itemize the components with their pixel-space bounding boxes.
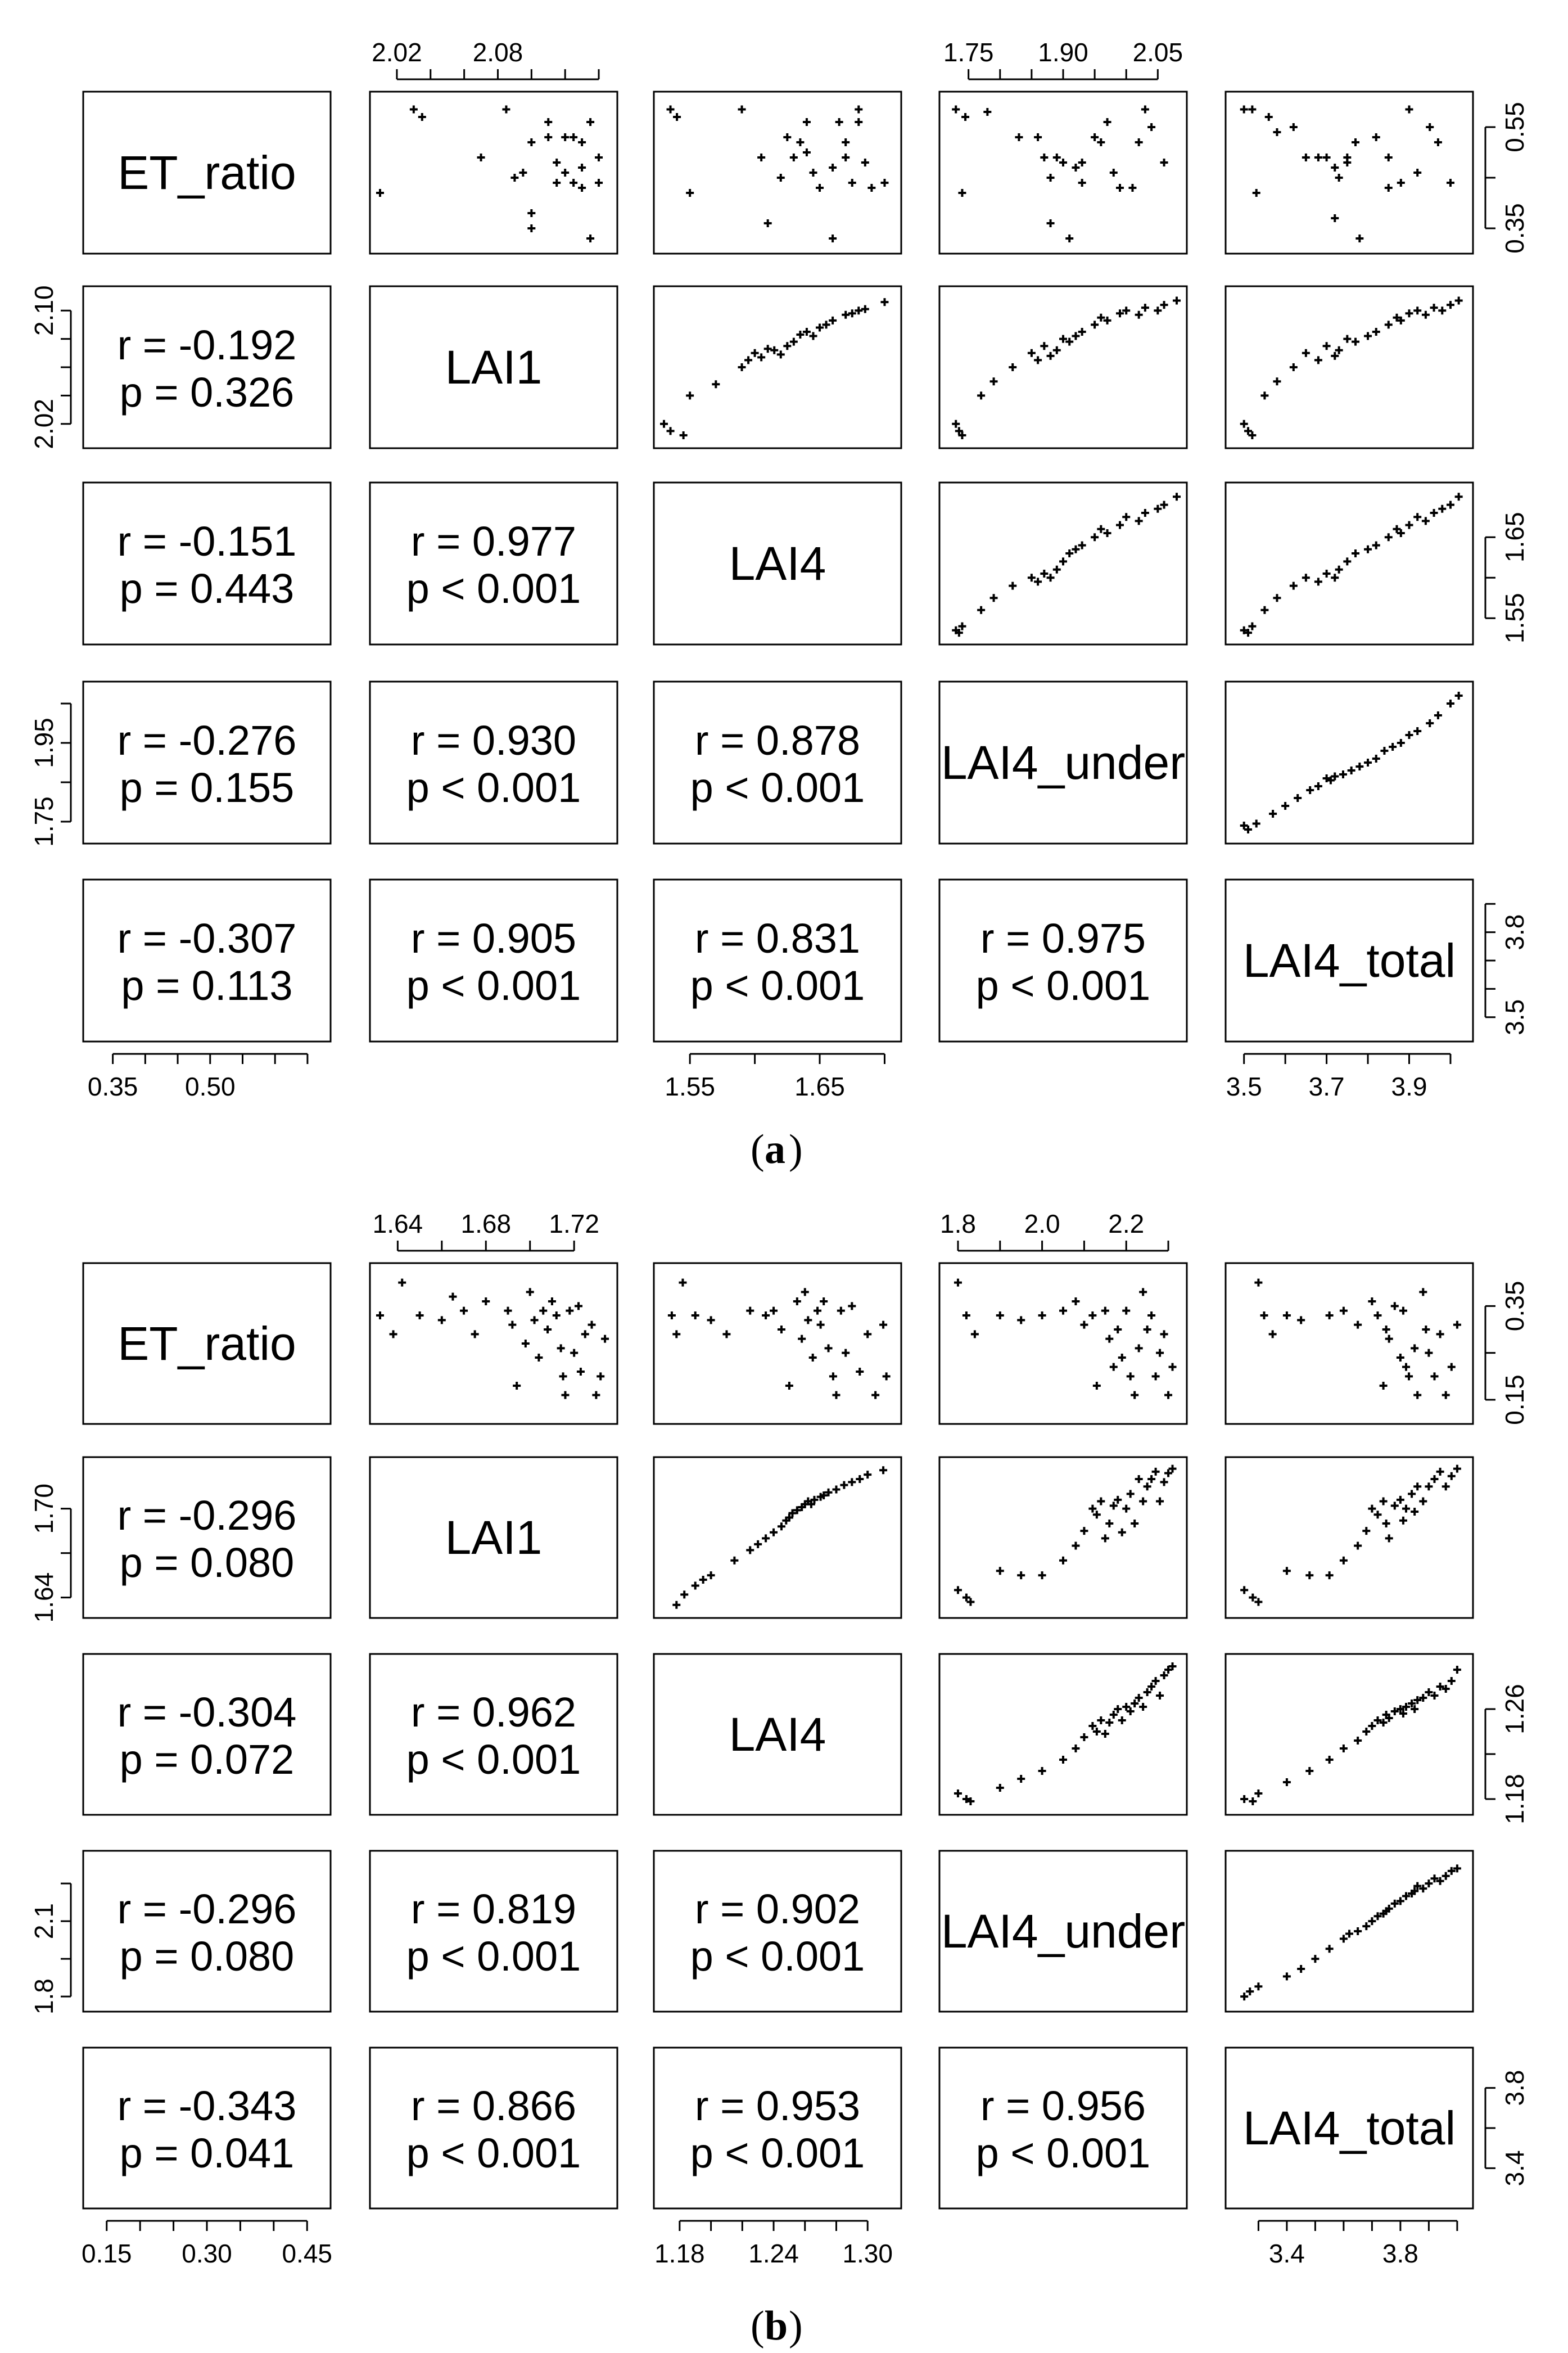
tick-label: 0.15 (1500, 1374, 1529, 1425)
diag-label-lai4-under: LAI4_under (941, 736, 1186, 789)
diag-label-lai1: LAI1 (445, 1511, 543, 1564)
tick-label: 2.10 (29, 285, 58, 336)
diag-label-lai4: LAI4 (729, 537, 826, 590)
tick-label: 0.55 (1500, 102, 1529, 152)
corr-p-text: p < 0.001 (406, 962, 581, 1009)
caption-a-open: ( (751, 1126, 765, 1173)
corr-r-text: r = -0.343 (117, 2082, 297, 2129)
tick-label: 1.90 (1038, 38, 1088, 67)
diag-label-lai4-total: LAI4_total (1242, 934, 1456, 987)
tick-label: 3.8 (1500, 914, 1529, 950)
tick-label: 1.18 (1500, 1774, 1529, 1824)
panel-a-r0-c3 (939, 92, 1187, 254)
corr-p-text: p = 0.155 (119, 764, 295, 811)
corr-r-text: r = 0.977 (410, 518, 577, 565)
tick-label: 3.5 (1500, 999, 1529, 1035)
corr-p-text: p < 0.001 (406, 565, 581, 612)
corr-p-text: p = 0.080 (119, 1933, 295, 1980)
panel-b-r0-c3 (939, 1263, 1187, 1424)
tick-label: 1.24 (748, 2239, 799, 2268)
panel-a-r3-c4 (1226, 682, 1473, 844)
corr-p-text: p = 0.041 (119, 2130, 295, 2176)
tick-label: 2.08 (472, 38, 523, 67)
corr-p-text: p < 0.001 (406, 2130, 581, 2176)
tick-label: 3.8 (1382, 2239, 1418, 2268)
tick-label: 1.95 (29, 718, 58, 768)
diag-label-lai4-under: LAI4_under (941, 1905, 1186, 1958)
tick-label: 0.35 (1500, 1281, 1529, 1332)
corr-r-text: r = -0.307 (117, 915, 297, 962)
tick-label: 1.8 (29, 1978, 58, 2015)
tick-label: 1.75 (29, 796, 58, 847)
panel-b-r0-c2 (654, 1263, 901, 1424)
tick-label: 3.4 (1500, 2150, 1529, 2187)
diag-label-et-ratio: ET_ratio (118, 1317, 296, 1370)
tick-label: 1.72 (549, 1209, 599, 1238)
panel-b-r1-c4 (1226, 1457, 1473, 1618)
tick-label: 2.05 (1132, 38, 1183, 67)
corr-p-text: p = 0.113 (121, 962, 293, 1009)
scatter-matrix-a (29, 38, 1529, 1101)
corr-r-text: r = 0.878 (694, 717, 861, 764)
corr-p-text: p = 0.443 (119, 565, 295, 612)
corr-r-text: r = 0.962 (410, 1689, 577, 1736)
corr-p-text: p = 0.080 (119, 1539, 295, 1586)
corr-p-text: p < 0.001 (406, 764, 581, 811)
diag-label-et-ratio: ET_ratio (118, 146, 296, 199)
caption-b-close: ) (789, 2303, 803, 2349)
tick-label: 3.7 (1308, 1072, 1345, 1101)
corr-r-text: r = 0.905 (410, 915, 577, 962)
diag-label-lai1: LAI1 (445, 341, 543, 394)
panel-b-r2-c4 (1226, 1654, 1473, 1815)
panel-a-r1-c3 (939, 286, 1187, 448)
tick-label: 1.70 (29, 1483, 58, 1534)
scatter-matrix-b (29, 1209, 1529, 2268)
corr-p-text: p = 0.072 (119, 1736, 295, 1783)
panel-a-r0-c1 (370, 92, 617, 254)
tick-label: 1.55 (665, 1072, 715, 1101)
corr-r-text: r = -0.192 (117, 322, 297, 368)
corr-r-text: r = -0.296 (117, 1886, 297, 1932)
corr-r-text: r = 0.956 (980, 2082, 1146, 2129)
tick-label: 1.65 (794, 1072, 845, 1101)
tick-label: 3.5 (1226, 1072, 1262, 1101)
tick-label: 0.30 (182, 2239, 232, 2268)
corr-r-text: r = 0.831 (694, 915, 861, 962)
panel-a-r0-c2 (654, 92, 901, 254)
corr-r-text: r = 0.975 (980, 915, 1146, 962)
corr-p-text: p < 0.001 (690, 962, 865, 1009)
corr-r-text: r = -0.151 (117, 518, 297, 565)
tick-label: 1.75 (943, 38, 994, 67)
caption-b-letter: b (765, 2303, 788, 2349)
panel-b-r0-c1 (370, 1263, 617, 1424)
caption-a-letter: a (765, 1126, 785, 1173)
corr-p-text: p < 0.001 (975, 962, 1151, 1009)
tick-label: 1.8 (939, 1209, 976, 1238)
caption-a-close: ) (789, 1126, 803, 1173)
corr-p-text: p < 0.001 (975, 2130, 1151, 2176)
diag-label-lai4: LAI4 (729, 1708, 826, 1761)
corr-r-text: r = 0.902 (694, 1886, 861, 1932)
tick-label: 1.64 (372, 1209, 423, 1238)
tick-label: 1.64 (29, 1572, 58, 1623)
tick-label: 0.45 (282, 2239, 333, 2268)
tick-label: 0.50 (185, 1072, 236, 1101)
corr-r-text: r = -0.296 (117, 1492, 297, 1539)
corr-p-text: p < 0.001 (690, 2130, 865, 2176)
panel-b-r1-c2 (654, 1457, 901, 1618)
corr-p-text: p < 0.001 (406, 1736, 581, 1783)
panel-a-r1-c4 (1226, 286, 1473, 448)
corr-p-text: p < 0.001 (406, 1933, 581, 1980)
tick-label: 3.9 (1391, 1072, 1427, 1101)
caption-b-open: ( (751, 2303, 765, 2349)
tick-label: 2.0 (1024, 1209, 1060, 1238)
corr-p-text: p = 0.326 (119, 369, 295, 416)
tick-label: 0.15 (81, 2239, 132, 2268)
corr-r-text: r = 0.930 (410, 717, 577, 764)
tick-label: 0.35 (1500, 203, 1529, 254)
panel-a-r0-c4 (1226, 92, 1473, 254)
corr-p-text: p < 0.001 (690, 1933, 865, 1980)
corr-r-text: r = 0.819 (410, 1886, 577, 1932)
tick-label: 1.26 (1500, 1684, 1529, 1734)
tick-label: 2.1 (29, 1903, 58, 1940)
diag-label-lai4-total: LAI4_total (1242, 2102, 1456, 2154)
corr-r-text: r = 0.953 (694, 2082, 861, 2129)
tick-label: 1.30 (842, 2239, 893, 2268)
tick-label: 1.68 (460, 1209, 512, 1238)
tick-label: 2.02 (372, 38, 422, 67)
tick-label: 3.8 (1500, 2070, 1529, 2106)
corr-r-text: r = 0.866 (410, 2082, 577, 2129)
tick-label: 3.4 (1268, 2239, 1305, 2268)
corr-p-text: p < 0.001 (690, 764, 865, 811)
tick-label: 1.65 (1500, 512, 1529, 562)
tick-label: 1.18 (654, 2239, 705, 2268)
corr-r-text: r = -0.304 (117, 1689, 297, 1736)
tick-label: 2.02 (29, 399, 58, 449)
panel-b-r2-c3 (939, 1654, 1187, 1815)
panel-b-r1-c3 (939, 1457, 1187, 1618)
tick-label: 0.35 (87, 1072, 138, 1101)
tick-label: 2.2 (1108, 1209, 1145, 1238)
panel-b-r0-c4 (1226, 1263, 1473, 1424)
corr-r-text: r = -0.276 (117, 717, 297, 764)
tick-label: 1.55 (1500, 593, 1529, 643)
panel-a-r2-c4 (1226, 483, 1473, 644)
